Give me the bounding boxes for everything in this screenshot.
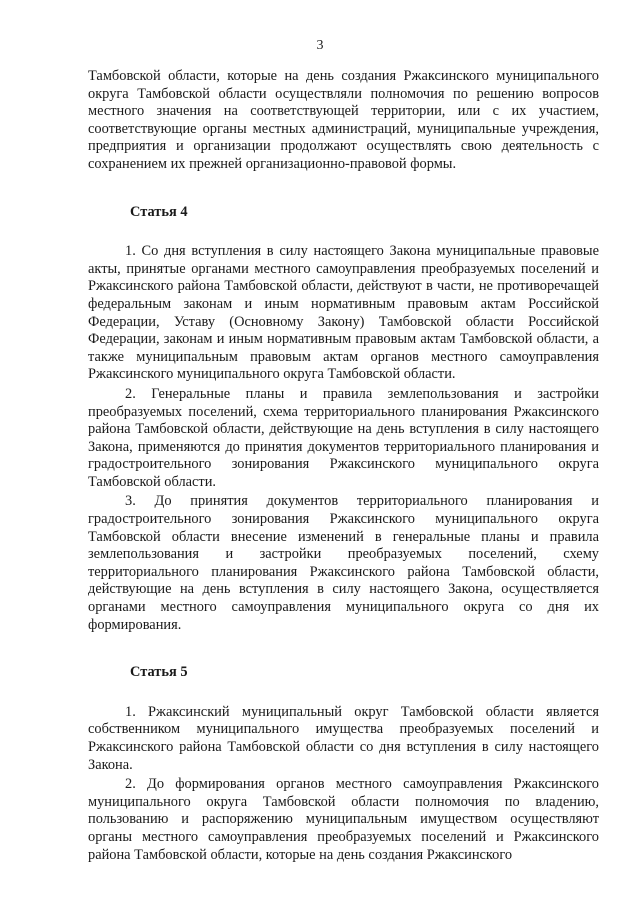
spacer [88, 221, 599, 243]
article-4-clause-2: 2. Генеральные планы и правила землепользования и застройки преобразуемых поселений, схема территориального планирования Ржаксинского района Тамбовской области, действующие на день вступления в силу настоящего Закона, применяются до принятия документов территориального планирования и градостроительного зонирования Ржаксинского муниципального округа Тамбовской области. [88, 385, 599, 490]
article-4-clause-3: 3. До принятия документов территориального планирования и градостроительного зонирования Ржаксинского муниципального округа Тамбовской области внесение изменений в генеральные планы и правила землепользования и застройки преобразуемых поселений, схему территориального планирования Ржаксинского района Тамбовской области, действующие на день вступления в силу настоящего Закона, осуществляется органами местного самоуправления муниципального округа со дня их формирования. [88, 493, 599, 633]
spacer [88, 682, 599, 704]
spacer [88, 634, 599, 664]
intro-paragraph: Тамбовской области, которые на день создания Ржаксинского муниципального округа Тамбовской области осуществляли полномочия по решению вопросов местного значения на соответствующей территории, или с их участием, соответствующие органы местных администраций, муниципальные учреждения, предприятия и организации продолжают осуществлять свою деятельность с сохранением их прежней организационно-правовой формы. [88, 68, 599, 172]
document-body [88, 68, 599, 864]
article-4-clause-1: 1. Со дня вступления в силу настоящего Закона муниципальные правовые акты, принятые органами местного самоуправления преобразуемых поселений и Ржаксинского района Тамбовской области, действуют в части, не противоречащей федеральным законам и иным нормативным правовым актам Российской Федерации, Уставу (Основному Закону) Тамбовской области Российской Федерации, законам и иным нормативным правовым актам Тамбовской области, а также муниципальным правовым актам органов местного самоуправления Ржаксинского муниципального округа Тамбовской области. [88, 243, 599, 383]
page-number: 3 [316, 38, 324, 53]
article-5-clause-1: 1. Ржаксинский муниципальный округ Тамбовской области является собственником муниципального имущества преобразуемых поселений и Ржаксинского района Тамбовской области со дня вступления в силу настоящего Закона. [88, 703, 599, 773]
spacer [88, 174, 599, 204]
article-5-clause-2: 2. До формирования органов местного самоуправления Ржаксинского муниципального округа Тамбовской области полномочия по владению, пользованию и распоряжению муниципальным имуществом осуществляют органы местного самоуправления преобразуемых поселений и Ржаксинского района Тамбовской области, которые на день создания Ржаксинского [88, 776, 599, 863]
article-5-heading: Статья 5 [130, 664, 188, 681]
article-4-heading: Статья 4 [130, 203, 188, 220]
